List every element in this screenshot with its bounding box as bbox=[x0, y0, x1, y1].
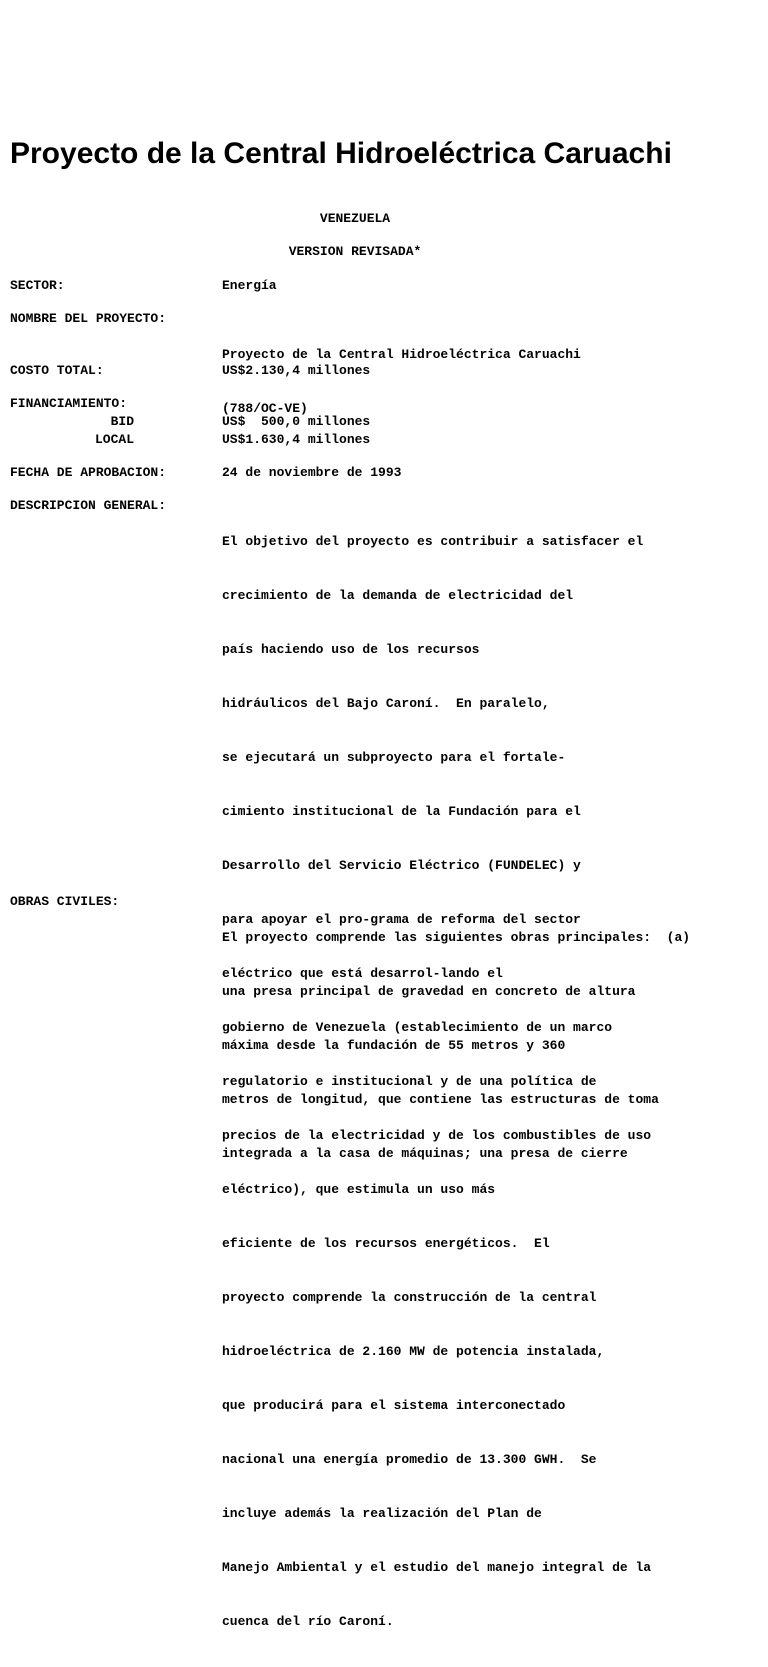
page-title: Proyecto de la Central Hidroeléctrica Caruachi bbox=[10, 137, 672, 170]
description-line: eficiente de los recursos energéticos. El bbox=[222, 1236, 550, 1251]
civil-works-text bbox=[222, 893, 690, 1199]
sector-label: SECTOR: bbox=[10, 278, 65, 293]
civil-works-line: metros de longitud, que contiene las estructuras de toma bbox=[222, 1092, 659, 1107]
description-line: para apoyar el pro-grama de reforma del sector bbox=[222, 912, 581, 927]
financing-label: FINANCIAMIENTO: bbox=[10, 396, 128, 411]
financing-bid-label: BID bbox=[110, 414, 134, 429]
approval-date-label: FECHA DE APROBACION: bbox=[10, 465, 167, 480]
description-line: Manejo Ambiental y el estudio del manejo integral de la bbox=[222, 1560, 652, 1575]
description-line: precios de la electricidad y de los combustibles de uso bbox=[222, 1128, 652, 1143]
description-line: hidroeléctrica de 2.160 MW de potencia instalada, bbox=[222, 1344, 605, 1359]
total-cost-value: US$2.130,4 millones bbox=[222, 363, 371, 378]
civil-works-line: máxima desde la fundación de 55 metros y 360 bbox=[222, 1038, 566, 1053]
description-line: cimiento institucional de la Fundación para el bbox=[222, 804, 581, 819]
description-line: crecimiento de la demanda de electricidad del bbox=[222, 588, 574, 603]
project-name-label: NOMBRE DEL PROYECTO: bbox=[10, 311, 167, 326]
description-line: proyecto comprende la construcción de la central bbox=[222, 1290, 597, 1305]
financing-local-label: LOCAL bbox=[94, 432, 134, 447]
general-description-label: DESCRIPCION GENERAL: bbox=[10, 498, 167, 513]
approval-date-value: 24 de noviembre de 1993 bbox=[222, 465, 402, 480]
description-line: regulatorio e institucional y de una política de bbox=[222, 1074, 597, 1089]
project-name-line: (788/OC-VE) bbox=[222, 401, 308, 416]
version-heading: VERSION REVISADA* bbox=[288, 244, 422, 259]
civil-works-line: El proyecto comprende las siguientes obras principales: (a) bbox=[222, 930, 691, 945]
sector-value: Energía bbox=[222, 278, 277, 293]
country-heading: VENEZUELA bbox=[319, 211, 391, 226]
total-cost-label: COSTO TOTAL: bbox=[10, 363, 104, 378]
financing-local-value: US$1.630,4 millones bbox=[222, 432, 371, 447]
financing-bid-value: US$ 500,0 millones bbox=[222, 414, 371, 429]
description-line: país haciendo uso de los recursos bbox=[222, 642, 480, 657]
description-line: hidráulicos del Bajo Caroní. En paralelo, bbox=[222, 696, 550, 711]
description-line: cuenca del río Caroní. bbox=[222, 1614, 394, 1629]
description-line: nacional una energía promedio de 13.300 GWH. Se bbox=[222, 1452, 597, 1467]
description-line: gobierno de Venezuela (establecimiento de un marco bbox=[222, 1020, 613, 1035]
description-line: eléctrico que está desarrol-lando el bbox=[222, 966, 503, 981]
description-line: El objetivo del proyecto es contribuir a satisfacer el bbox=[222, 534, 644, 549]
description-line: que producirá para el sistema interconectado bbox=[222, 1398, 566, 1413]
civil-works-label: OBRAS CIVILES: bbox=[10, 894, 120, 909]
civil-works-line: integrada a la casa de máquinas; una presa de cierre bbox=[222, 1146, 628, 1161]
description-line: se ejecutará un subproyecto para el fortale- bbox=[222, 750, 566, 765]
description-line: Desarrollo del Servicio Eléctrico (FUNDELEC) y bbox=[222, 858, 581, 873]
description-line: eléctrico), que estimula un uso más bbox=[222, 1182, 496, 1197]
civil-works-line: una presa principal de gravedad en concreto de altura bbox=[222, 984, 636, 999]
description-line: incluye además la realización del Plan de bbox=[222, 1506, 542, 1521]
project-name-line: Proyecto de la Central Hidroeléctrica Caruachi bbox=[222, 347, 581, 362]
